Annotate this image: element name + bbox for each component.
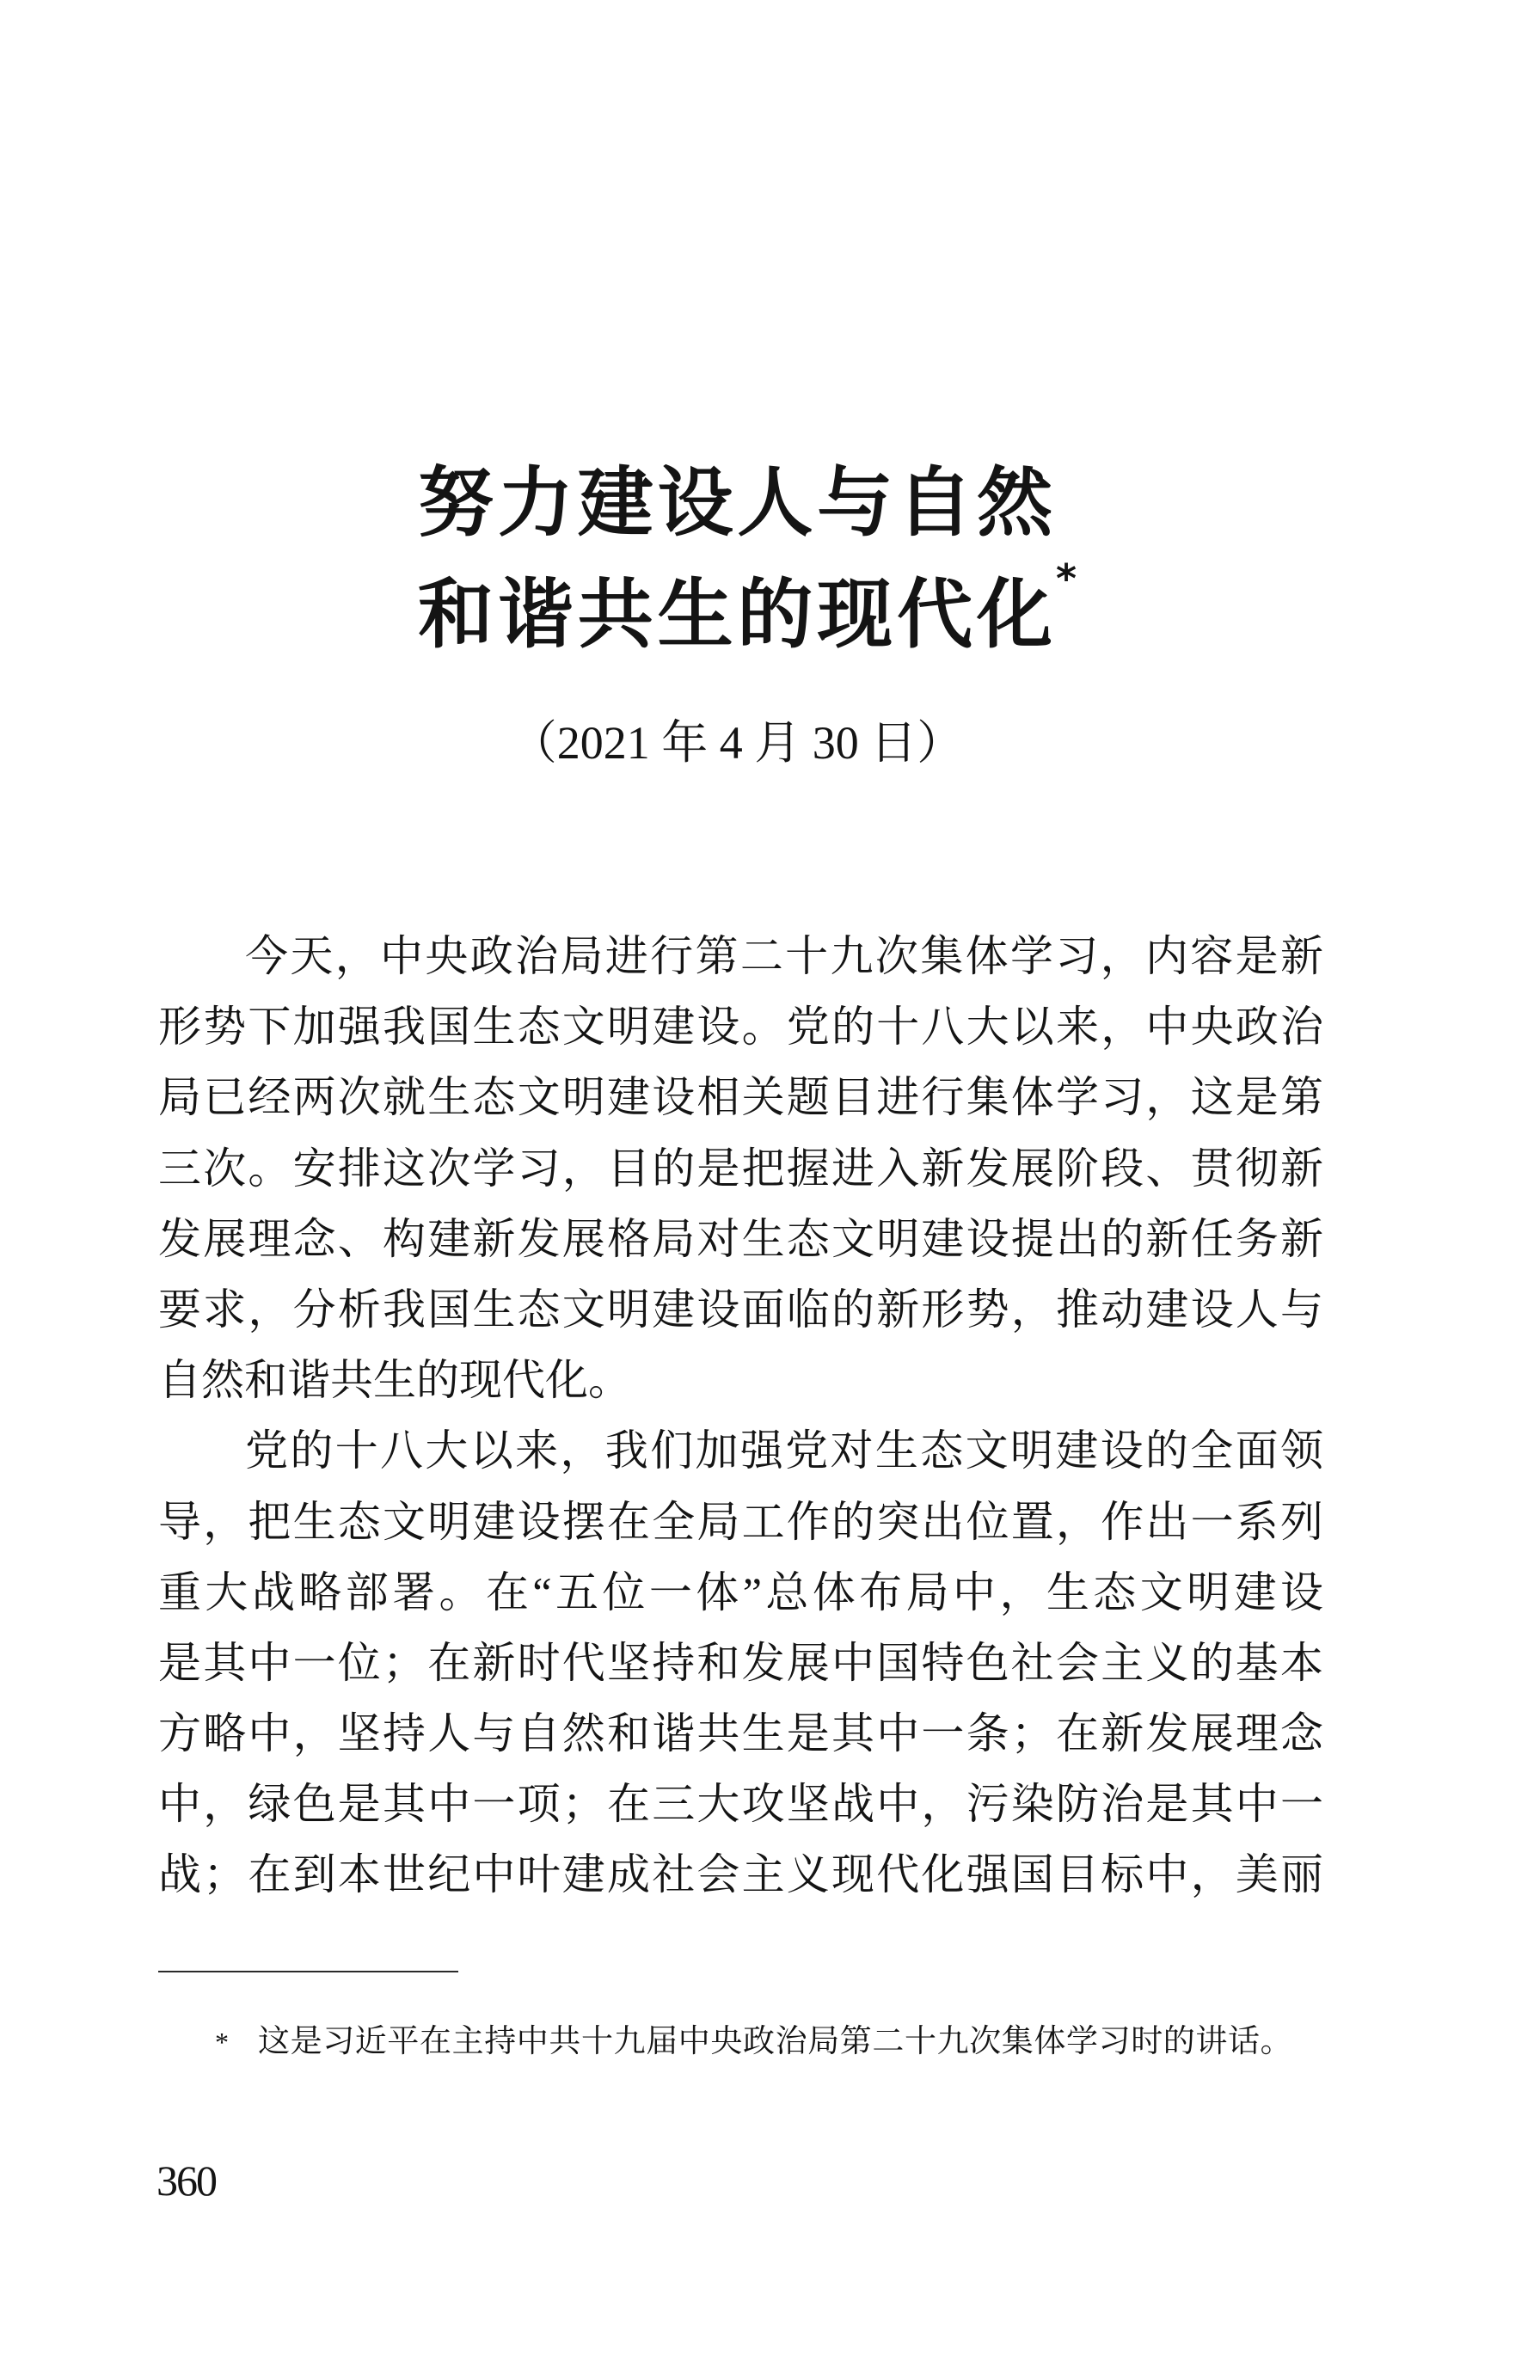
speech-date: （2021 年 4 月 30 日） <box>510 717 964 769</box>
paragraph-line: 方略中，坚持人与自然和谐共生是其中一条；在新发展理念 <box>158 1709 1323 1758</box>
paragraph-line: 今天，中央政治局进行第二十九次集体学习，内容是新 <box>245 932 1323 980</box>
paragraph <box>158 1415 1323 1910</box>
paragraph-line: 重大战略部署。在“五位一体”总体布局中，生态文明建设 <box>158 1567 1323 1616</box>
body-text <box>158 921 1323 1911</box>
footnote-marker: * <box>215 2027 229 2058</box>
paragraph-line: 中，绿色是其中一项；在三大攻坚战中，污染防治是其中一 <box>158 1780 1323 1829</box>
paragraph <box>158 921 1323 1415</box>
paragraph-line: 是其中一位；在新时代坚持和发展中国特色社会主义的基本 <box>158 1638 1323 1687</box>
paragraph-line: 形势下加强我国生态文明建设。党的十八大以来，中央政治 <box>158 1003 1323 1052</box>
title-footnote-marker: * <box>1056 555 1077 602</box>
footnote <box>0 2021 1540 2064</box>
paragraph-line: 要求，分析我国生态文明建设面临的新形势，推动建设人与 <box>158 1285 1323 1334</box>
paragraph-line: 自然和谐共生的现代化。 <box>158 1356 631 1405</box>
paragraph-line: 发展理念、构建新发展格局对生态文明建设提出的新任务新 <box>158 1214 1323 1263</box>
title-line: 和谐共生的现代化 <box>418 570 1052 659</box>
page-title <box>418 447 1052 671</box>
paragraph-line: 党的十八大以来，我们加强党对生态文明建设的全面领 <box>245 1426 1323 1475</box>
paragraph-line: 导，把生态文明建设摆在全局工作的突出位置，作出一系列 <box>158 1497 1323 1546</box>
title-line: 努力建设人与自然 <box>418 458 1052 547</box>
paragraph-line: 战；在到本世纪中叶建成社会主义现代化强国目标中，美丽 <box>158 1850 1323 1899</box>
paragraph-line: 三次。安排这次学习，目的是把握进入新发展阶段、贯彻新 <box>158 1144 1323 1193</box>
footnote-rule <box>158 1971 458 1972</box>
footnote-text: 这是习近平在主持中共十九届中央政治局第二十九次集体学习时的讲话。 <box>258 2024 1293 2059</box>
page-number: 360 <box>156 2156 216 2205</box>
paragraph-line: 局已经两次就生态文明建设相关题目进行集体学习，这是第 <box>158 1073 1323 1122</box>
